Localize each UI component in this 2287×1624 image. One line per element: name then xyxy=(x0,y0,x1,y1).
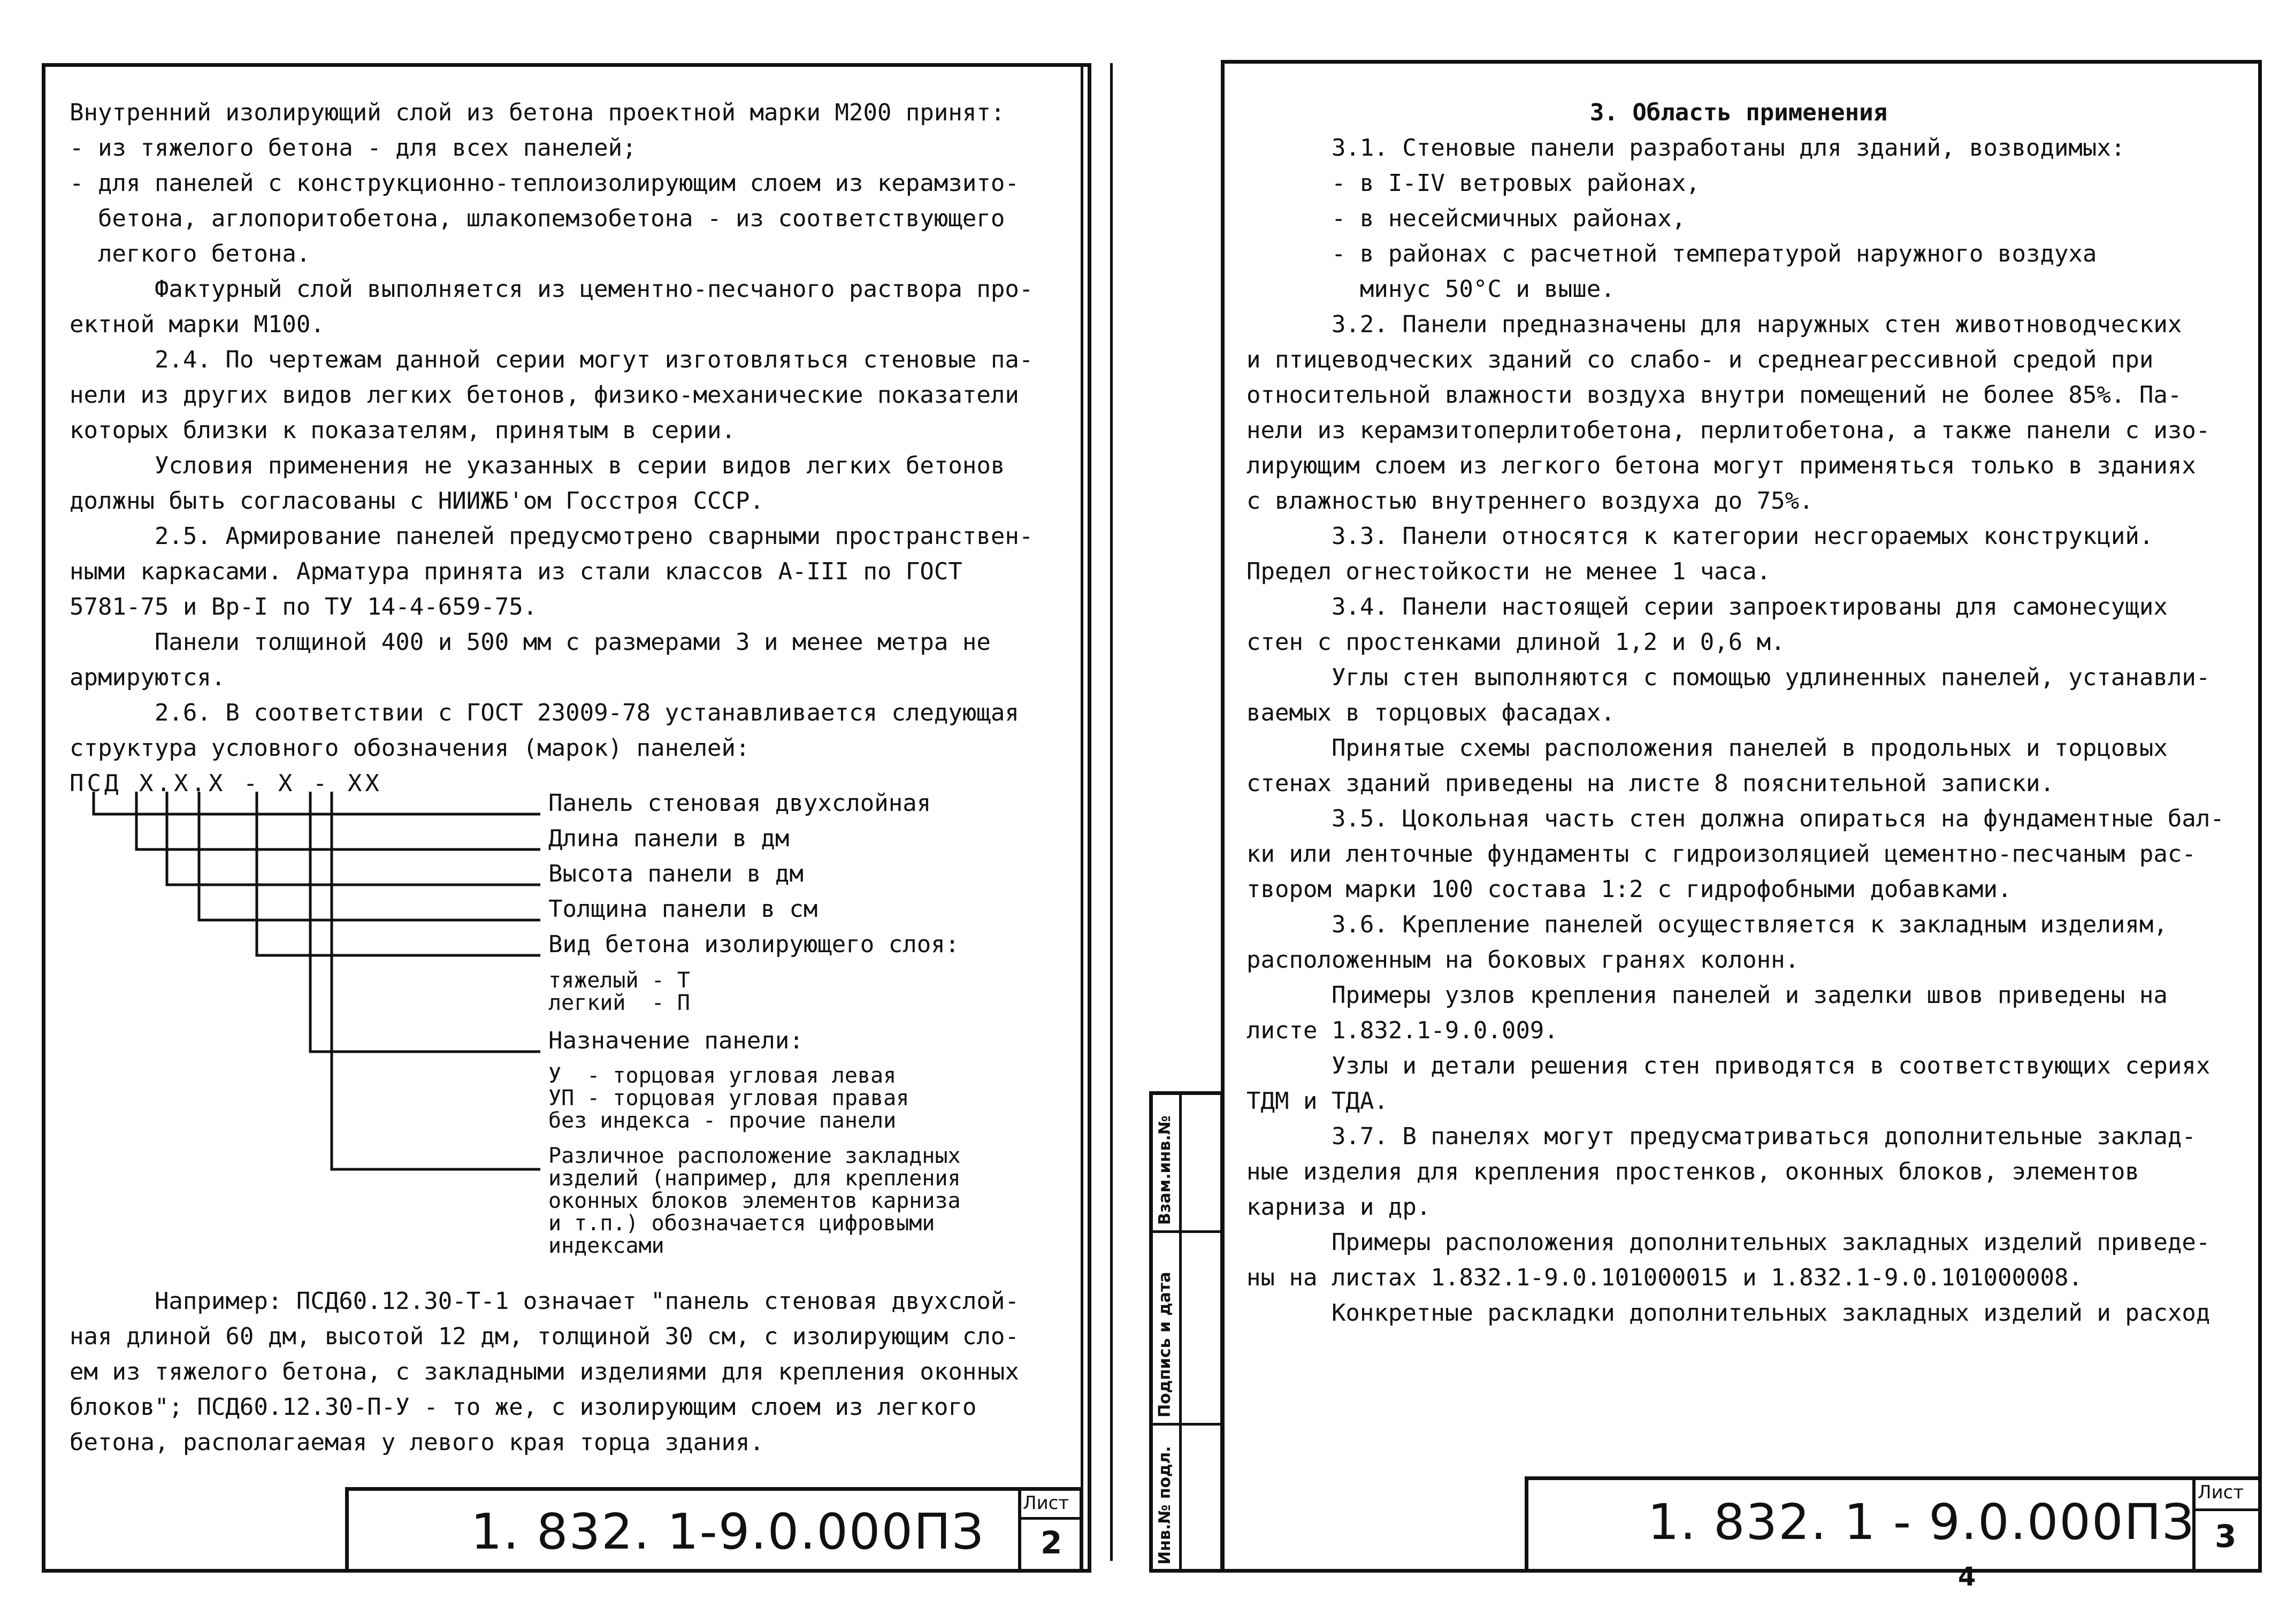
left-stamp-hdiv xyxy=(1018,1517,1083,1520)
legend-concrete-type: Вид бетона изолирующего слоя: xyxy=(548,931,960,958)
text-line: и птицеводческих зданий со слабо- и среднеагрессивной средой при xyxy=(1246,346,2154,373)
legend-embedded-2: изделий (например, для крепления xyxy=(548,1166,961,1191)
legend-thickness: Толщина панели в см xyxy=(548,895,818,923)
side-strip-h2 xyxy=(1149,1423,1224,1426)
right-document-code: 1. 832. 1 - 9.0.000ПЗ xyxy=(1648,1493,2195,1551)
center-binding-line xyxy=(1110,63,1113,1561)
text-line: ными каркасами. Арматура принята из стали классов А-III по ГОСТ xyxy=(70,558,962,585)
text-line: 2.6. В соответствии с ГОСТ 23009-78 устанавливается следующая xyxy=(70,699,1019,726)
text-line: 3.1. Стеновые панели разработаны для зданий, возводимых: xyxy=(1246,134,2125,162)
text-line: бетона, располагаемая у левого края торца здания. xyxy=(70,1429,764,1456)
text-line: 3.4. Панели настоящей серии запроектированы для самонесущих xyxy=(1246,593,2168,621)
left-stamp-divider xyxy=(1018,1487,1021,1573)
text-line: 3.3. Панели относятся к категории несгораемых конструкций. xyxy=(1246,523,2154,550)
text-line: минус 50°С и выше. xyxy=(1246,275,1615,303)
text-line: ем из тяжелого бетона, с закладными изделиями для крепления оконных xyxy=(70,1358,1019,1385)
legend-heavy: тяжелый - Т xyxy=(548,968,690,993)
designation-code: ПСД Х.Х.Х - Х - ХХ xyxy=(70,770,383,797)
text-line: Условия применения не указанных в серии видов легких бетонов xyxy=(70,452,1005,479)
text-line: Фактурный слой выполняется из цементно-песчаного раствора про- xyxy=(70,275,1034,303)
right-stamp-hdiv xyxy=(2192,1508,2262,1511)
legend-light: легкий - П xyxy=(548,991,690,1015)
text-line: 3.2. Панели предназначены для наружных стен животноводческих xyxy=(1246,311,2182,338)
legend-up: УП - торцовая угловая правая xyxy=(548,1086,909,1110)
text-line: ваемых в торцовых фасадах. xyxy=(1246,699,1615,726)
text-line: 3.6. Крепление панелей осуществляется к закладным изделиям, xyxy=(1246,911,2168,938)
text-line: Принятые схемы расположения панелей в продольных и торцовых xyxy=(1246,734,2168,762)
legend-u: У - торцовая угловая левая xyxy=(548,1063,897,1088)
text-line: 2.4. По чертежам данной серии могут изготовляться стеновые па- xyxy=(70,346,1034,373)
text-line: должны быть согласованы с НИИЖБ'ом Госстроя СССР. xyxy=(70,487,764,515)
text-line: ные изделия для крепления простенков, оконных блоков, элементов xyxy=(1246,1158,2139,1185)
text-line: 2.5. Армирование панелей предусмотрено сварными пространствен- xyxy=(70,523,1034,550)
text-line: расположенным на боковых гранях колонн. xyxy=(1246,946,1800,974)
text-line: стен с простенками длиной 1,2 и 0,6 м. xyxy=(1246,629,1785,656)
legend-none: без индекса - прочие панели xyxy=(548,1108,897,1133)
left-sheet-number: 2 xyxy=(1041,1525,1062,1561)
text-line: Внутренний изолирующий слой из бетона проектной марки М200 принят: xyxy=(70,99,1005,126)
text-line: ектной марки М100. xyxy=(70,311,325,338)
right-heading: 3. Область применения xyxy=(1589,99,1888,126)
text-line: - в I-IV ветровых районах, xyxy=(1246,170,1700,197)
text-line: твором марки 100 состава 1:2 с гидрофобными добавками. xyxy=(1246,876,2012,903)
side-label-replacement: Взам.инв.№ xyxy=(1156,1115,1174,1225)
side-strip-h1 xyxy=(1149,1230,1224,1233)
text-line: структура условного обозначения (марок) панелей: xyxy=(70,734,750,762)
left-document-code: 1. 832. 1-9.0.000ПЗ xyxy=(471,1503,985,1560)
text-line: Панели толщиной 400 и 500 мм с размерами 3 и менее метра не xyxy=(70,629,991,656)
text-line: ная длиной 60 дм, высотой 12 дм, толщиной 30 см, с изолирующим сло- xyxy=(70,1323,1019,1350)
text-line: нели из керамзитоперлитобетона, перлитобетона, а также панели с изо- xyxy=(1246,417,2210,444)
text-line: стенах зданий приведены на листе 8 пояснительной записки. xyxy=(1246,770,2054,797)
legend-embedded-1: Различное расположение закладных xyxy=(548,1144,961,1168)
text-line: ки или ленточные фундаменты с гидроизоляцией цементно-песчаным рас- xyxy=(1246,840,2196,868)
legend-embedded-3: оконных блоков элементов карниза xyxy=(548,1189,961,1213)
left-sheet-label: Лист xyxy=(1023,1492,1069,1514)
text-line: блоков"; ПСД60.12.30-П-У - то же, с изолирующим слоем из легкого xyxy=(70,1393,977,1421)
text-line: Примеры расположения дополнительных закладных изделий приведе- xyxy=(1246,1229,2210,1256)
text-line: листе 1.832.1-9.0.009. xyxy=(1246,1017,1558,1044)
side-label-signature: Подпись и дата xyxy=(1156,1271,1174,1418)
text-line: лирующим слоем из легкого бетона могут применяться только в зданиях xyxy=(1246,452,2196,479)
text-line: карниза и др. xyxy=(1246,1193,1431,1221)
text-line: - из тяжелого бетона - для всех панелей; xyxy=(70,134,637,162)
text-line: Например: ПСД60.12.30-Т-1 означает "панель стеновая двухслой- xyxy=(70,1288,1019,1315)
legend-panel-type: Панель стеновая двухслойная xyxy=(548,790,931,817)
text-line: - в районах с расчетной температурой наружного воздуха xyxy=(1246,240,2097,267)
text-line: Углы стен выполняются с помощью удлиненных панелей, устанавли- xyxy=(1246,664,2210,691)
page-mark: 4 xyxy=(1958,1562,1976,1592)
text-line: легкого бетона. xyxy=(70,240,311,267)
text-line: нели из других видов легких бетонов, физико-механические показатели xyxy=(70,381,1019,409)
text-line: бетона, аглопоритобетона, шлакопемзобетона - из соответствующего xyxy=(70,205,1005,232)
text-line: относительной влажности воздуха внутри помещений не более 85%. Па- xyxy=(1246,381,2182,409)
text-line: 5781-75 и Вр-I по ТУ 14-4-659-75. xyxy=(70,593,538,621)
side-strip-div xyxy=(1179,1091,1182,1573)
text-line: ТДМ и ТДА. xyxy=(1246,1087,1388,1115)
text-line: Предел огнестойкости не менее 1 часа. xyxy=(1246,558,1771,585)
text-line: - в несейсмичных районах, xyxy=(1246,205,1686,232)
legend-length: Длина панели в дм xyxy=(548,825,790,852)
legend-purpose: Назначение панели: xyxy=(548,1027,804,1054)
text-line: армируются. xyxy=(70,664,226,691)
text-line: ны на листах 1.832.1-9.0.101000015 и 1.832.1-9.0.101000008. xyxy=(1246,1264,2083,1291)
text-line: Узлы и детали решения стен приводятся в соответствующих сериях xyxy=(1246,1052,2210,1079)
text-line: которых близки к показателям, принятым в серии. xyxy=(70,417,736,444)
text-line: 3.5. Цокольная часть стен должна опираться на фундаментные бал- xyxy=(1246,805,2224,832)
right-sheet-number: 3 xyxy=(2215,1518,2237,1554)
text-line: с влажностью внутреннего воздуха до 75%. xyxy=(1246,487,1814,515)
text-line: Конкретные раскладки дополнительных закладных изделий и расход xyxy=(1246,1299,2210,1327)
text-line: 3.7. В панелях могут предусматриваться дополнительные заклад- xyxy=(1246,1123,2196,1150)
text-line: Примеры узлов крепления панелей и заделки швов приведены на xyxy=(1246,982,2168,1009)
text-line: - для панелей с конструкционно-теплоизолирующим слоем из керамзито- xyxy=(70,170,1019,197)
right-sheet-label: Лист xyxy=(2198,1482,2244,1503)
side-label-inventory: Инв.№ подл. xyxy=(1156,1446,1174,1565)
legend-embedded-5: индексами xyxy=(548,1234,664,1258)
legend-height: Высота панели в дм xyxy=(548,860,804,887)
legend-embedded-4: и т.п.) обозначается цифровыми xyxy=(548,1211,935,1236)
